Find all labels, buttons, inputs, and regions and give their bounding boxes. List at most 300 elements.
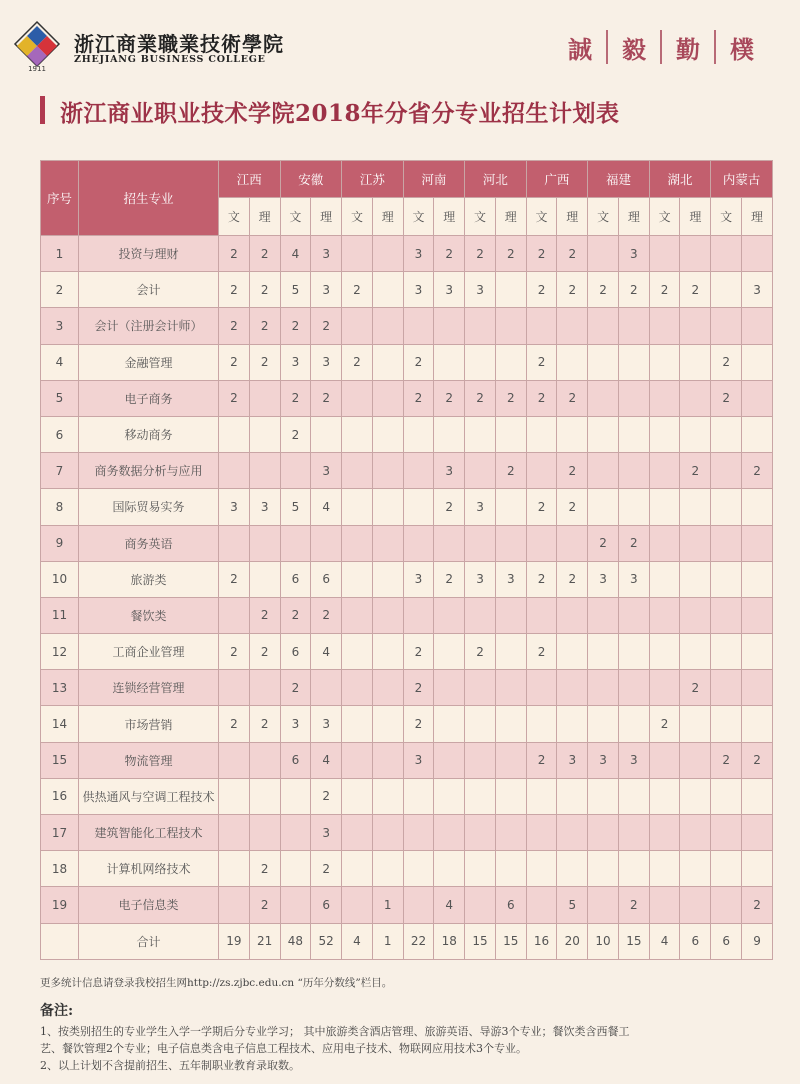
major-name: 旅游类 [79,561,219,597]
quota-cell [526,851,557,887]
remark-line: 2、以上计划不含提前招生、五年制职业教育录取数。 [40,1059,300,1072]
quota-cell [742,344,773,380]
quota-cell: 5 [557,887,588,923]
quota-cell [434,416,465,452]
quota-cell [219,815,250,851]
quota-cell: 2 [434,561,465,597]
quota-cell [434,344,465,380]
quota-cell: 2 [526,344,557,380]
quota-cell [526,308,557,344]
subheader-li: 理 [249,198,280,236]
subheader-wen: 文 [526,198,557,236]
quota-cell [311,670,342,706]
quota-cell: 3 [465,561,496,597]
quota-cell [742,561,773,597]
quota-cell: 2 [526,561,557,597]
quota-cell [588,344,619,380]
quota-cell: 3 [588,742,619,778]
quota-cell [742,525,773,561]
quota-cell: 3 [465,272,496,308]
quota-cell [465,706,496,742]
subheader-wen: 文 [342,198,373,236]
quota-cell [557,851,588,887]
table-row [41,851,773,887]
quota-cell [742,236,773,272]
quota-cell [342,778,373,814]
quota-cell [495,597,526,633]
quota-cell [742,851,773,887]
remark-line: 艺、餐饮管理2个专业；电子信息类含电子信息工程技术、应用电子技术、物联网应用技术3个专业。 [40,1042,527,1055]
quota-cell [557,525,588,561]
quota-cell [680,634,711,670]
quota-cell [618,670,649,706]
table-row [41,453,773,489]
quota-cell: 2 [249,887,280,923]
quota-cell: 3 [311,706,342,742]
table-row [41,344,773,380]
table-row [41,706,773,742]
quota-cell [495,272,526,308]
quota-cell [711,851,742,887]
subheader-li: 理 [742,198,773,236]
table-row [41,308,773,344]
row-number: 14 [41,706,79,742]
quota-cell [280,851,311,887]
quota-cell: 2 [557,489,588,525]
quota-cell [249,416,280,452]
quota-cell: 2 [711,344,742,380]
quota-cell [711,561,742,597]
remark-line: 1、按类别招生的专业学生入学一学期后分专业学习； 其中旅游类含酒店管理、旅游英语、导游3个专业；餐饮类含西餐工 [40,1025,630,1038]
total-cell: 4 [649,923,680,959]
major-name: 电子信息类 [79,887,219,923]
quota-cell [249,453,280,489]
quota-cell: 2 [249,272,280,308]
major-name: 会计 [79,272,219,308]
quota-cell [557,815,588,851]
quota-cell [649,416,680,452]
table-row [41,815,773,851]
major-name: 商务数据分析与应用 [79,453,219,489]
quota-cell: 3 [403,742,434,778]
major-name: 建筑智能化工程技术 [79,815,219,851]
quota-cell [526,670,557,706]
quota-cell [588,634,619,670]
quota-cell [249,525,280,561]
quota-cell [372,380,403,416]
quota-cell: 2 [434,380,465,416]
row-number: 2 [41,272,79,308]
quota-cell [280,453,311,489]
school-name-cn: 浙江商業職業技術學院 [74,32,284,56]
total-cell: 22 [403,923,434,959]
quota-cell [742,380,773,416]
motto-char: 勤 [676,35,700,64]
quota-cell: 2 [588,272,619,308]
quota-cell: 2 [680,670,711,706]
table-row [41,742,773,778]
quota-cell [649,778,680,814]
table-row [41,634,773,670]
quota-cell: 2 [465,236,496,272]
quota-cell [588,670,619,706]
quota-cell: 2 [280,597,311,633]
quota-cell [434,308,465,344]
quota-cell [342,561,373,597]
quota-cell [434,851,465,887]
quota-cell [403,525,434,561]
header-province: 安徽 [280,161,342,198]
header-major: 招生专业 [79,161,219,236]
quota-cell: 2 [403,634,434,670]
quota-cell: 2 [680,453,711,489]
total-cell: 52 [311,923,342,959]
quota-cell [618,815,649,851]
quota-cell [372,670,403,706]
subheader-wen: 文 [219,198,250,236]
quota-cell: 2 [342,344,373,380]
quota-cell [711,887,742,923]
subheader-wen: 文 [649,198,680,236]
quota-cell [557,778,588,814]
quota-cell: 3 [618,561,649,597]
quota-cell [711,706,742,742]
quota-cell [557,308,588,344]
total-cell: 1 [372,923,403,959]
quota-cell: 2 [526,380,557,416]
major-name: 物流管理 [79,742,219,778]
quota-cell [403,308,434,344]
quota-cell [711,670,742,706]
total-cell: 4 [342,923,373,959]
quota-cell: 2 [557,236,588,272]
row-number: 7 [41,453,79,489]
quota-cell [342,887,373,923]
quota-cell [219,416,250,452]
quota-cell [465,778,496,814]
major-name: 移动商务 [79,416,219,452]
quota-cell: 4 [311,489,342,525]
quota-cell [526,597,557,633]
total-label: 合计 [79,923,219,959]
quota-cell [588,597,619,633]
quota-cell [649,308,680,344]
quota-cell: 2 [403,706,434,742]
header-province: 湖北 [649,161,711,198]
quota-cell [403,887,434,923]
subheader-wen: 文 [588,198,619,236]
quota-cell [680,887,711,923]
quota-cell [618,634,649,670]
quota-cell [649,887,680,923]
header-province: 河南 [403,161,465,198]
total-cell: 18 [434,923,465,959]
footnote: 更多统计信息请登录我校招生网http://zs.zjbc.edu.cn “历年分数线”栏目。 [40,977,393,989]
quota-cell [680,525,711,561]
quota-cell: 3 [311,236,342,272]
quota-cell [680,308,711,344]
quota-cell: 3 [618,742,649,778]
quota-cell [342,851,373,887]
header-province: 江苏 [342,161,404,198]
quota-cell: 3 [403,561,434,597]
quota-cell: 3 [311,453,342,489]
quota-cell: 2 [311,380,342,416]
quota-cell: 2 [249,851,280,887]
quota-cell [495,815,526,851]
subheader-li: 理 [434,198,465,236]
major-name: 连锁经营管理 [79,670,219,706]
quota-cell [588,380,619,416]
quota-cell [342,815,373,851]
quota-cell [372,706,403,742]
quota-cell [618,380,649,416]
total-cell: 21 [249,923,280,959]
motto-char: 誠 [568,35,592,64]
subheader-wen: 文 [280,198,311,236]
quota-cell [557,597,588,633]
quota-cell: 2 [526,742,557,778]
table-row [41,416,773,452]
quota-cell: 3 [618,236,649,272]
quota-cell [372,416,403,452]
quota-cell: 2 [649,706,680,742]
quota-cell [649,236,680,272]
quota-cell [495,670,526,706]
quota-cell [588,815,619,851]
quota-cell [588,887,619,923]
quota-cell [526,815,557,851]
quota-cell [526,453,557,489]
quota-cell [311,525,342,561]
quota-cell [342,670,373,706]
enrollment-plan-table [40,160,773,960]
quota-cell [557,634,588,670]
quota-cell [680,561,711,597]
quota-cell: 2 [219,380,250,416]
quota-cell [219,778,250,814]
quota-cell: 2 [249,236,280,272]
quota-cell [403,851,434,887]
quota-cell [342,236,373,272]
quota-cell: 3 [742,272,773,308]
quota-cell: 6 [495,887,526,923]
quota-cell [249,778,280,814]
quota-cell: 6 [280,742,311,778]
table-row [41,236,773,272]
table-row [41,561,773,597]
quota-cell [680,236,711,272]
school-motto [560,30,762,65]
quota-cell [649,851,680,887]
quota-cell [219,887,250,923]
quota-cell [618,597,649,633]
quota-cell: 2 [219,706,250,742]
quota-cell [372,815,403,851]
quota-cell: 6 [311,561,342,597]
quota-cell: 2 [526,489,557,525]
table-row [41,380,773,416]
total-cell: 15 [465,923,496,959]
total-cell: 10 [588,923,619,959]
quota-cell [342,453,373,489]
subheader-wen: 文 [711,198,742,236]
major-name: 商务英语 [79,525,219,561]
quota-cell: 2 [403,344,434,380]
quota-cell [588,453,619,489]
quota-cell [711,634,742,670]
quota-cell [649,670,680,706]
quota-cell: 2 [526,634,557,670]
quota-cell: 5 [280,272,311,308]
quota-cell [649,380,680,416]
quota-cell: 3 [588,561,619,597]
quota-cell [680,851,711,887]
quota-cell [711,416,742,452]
quota-cell: 2 [249,308,280,344]
quota-cell: 2 [219,272,250,308]
header [0,0,800,80]
quota-cell: 2 [403,670,434,706]
quota-cell [465,344,496,380]
quota-cell: 2 [618,525,649,561]
quota-cell: 1 [372,887,403,923]
quota-cell: 6 [280,634,311,670]
quota-cell [342,742,373,778]
quota-cell [403,815,434,851]
quota-cell: 3 [219,489,250,525]
title-accent-bar [40,96,45,124]
total-cell: 20 [557,923,588,959]
quota-cell [342,706,373,742]
quota-cell [372,489,403,525]
subheader-li: 理 [557,198,588,236]
quota-cell [649,453,680,489]
quota-cell [588,308,619,344]
quota-cell: 2 [649,272,680,308]
quota-cell [557,416,588,452]
quota-cell: 2 [403,380,434,416]
quota-cell [742,670,773,706]
quota-cell [372,453,403,489]
header-province: 内蒙古 [711,161,773,198]
motto-char: 樸 [730,35,754,64]
quota-cell [618,851,649,887]
quota-cell [495,525,526,561]
quota-cell [434,634,465,670]
quota-cell [372,236,403,272]
quota-cell: 2 [311,778,342,814]
quota-cell [649,634,680,670]
quota-cell [618,453,649,489]
quota-cell [249,561,280,597]
quota-cell: 2 [495,453,526,489]
quota-cell: 3 [403,236,434,272]
quota-cell [618,706,649,742]
quota-cell [342,597,373,633]
row-number: 12 [41,634,79,670]
quota-cell: 2 [618,887,649,923]
quota-cell: 4 [311,742,342,778]
quota-cell: 2 [434,489,465,525]
quota-cell: 2 [280,670,311,706]
quota-cell [742,815,773,851]
remarks [40,1023,770,1074]
quota-cell [342,380,373,416]
quota-cell [495,416,526,452]
quota-cell: 3 [311,344,342,380]
table-row [41,887,773,923]
subheader-li: 理 [680,198,711,236]
quota-cell: 2 [742,742,773,778]
quota-cell [711,815,742,851]
quota-cell [618,344,649,380]
quota-cell: 3 [280,344,311,380]
quota-cell: 3 [557,742,588,778]
quota-cell [680,489,711,525]
quota-cell [372,525,403,561]
header-province: 广西 [526,161,588,198]
major-name: 市场营销 [79,706,219,742]
quota-cell: 2 [680,272,711,308]
quota-cell [465,851,496,887]
quota-cell [465,815,496,851]
quota-cell [649,344,680,380]
quota-cell [280,815,311,851]
quota-cell [495,308,526,344]
quota-cell: 2 [711,380,742,416]
header-province: 福建 [588,161,650,198]
quota-cell [372,742,403,778]
school-logo-icon [13,20,61,72]
quota-cell: 2 [557,272,588,308]
quota-cell [711,597,742,633]
quota-cell: 2 [219,236,250,272]
quota-cell [649,742,680,778]
quota-cell [311,416,342,452]
total-row [41,923,773,959]
quota-cell: 2 [219,561,250,597]
quota-cell: 3 [311,815,342,851]
quota-cell [372,634,403,670]
quota-cell [403,489,434,525]
quota-cell [588,489,619,525]
quota-cell: 3 [311,272,342,308]
quota-cell [495,706,526,742]
quota-cell: 2 [249,344,280,380]
quota-cell [342,525,373,561]
table-row [41,670,773,706]
quota-cell: 2 [495,380,526,416]
quota-cell: 6 [280,561,311,597]
total-cell: 16 [526,923,557,959]
quota-cell [465,308,496,344]
quota-cell [742,634,773,670]
quota-cell: 2 [557,453,588,489]
quota-cell [280,887,311,923]
table-row [41,778,773,814]
quota-cell [249,815,280,851]
row-number: 16 [41,778,79,814]
quota-cell [434,815,465,851]
quota-cell [711,525,742,561]
quota-cell [219,453,250,489]
quota-cell [403,597,434,633]
major-name: 供热通风与空调工程技术 [79,778,219,814]
quota-cell: 2 [249,634,280,670]
quota-cell: 3 [465,489,496,525]
quota-cell [649,597,680,633]
